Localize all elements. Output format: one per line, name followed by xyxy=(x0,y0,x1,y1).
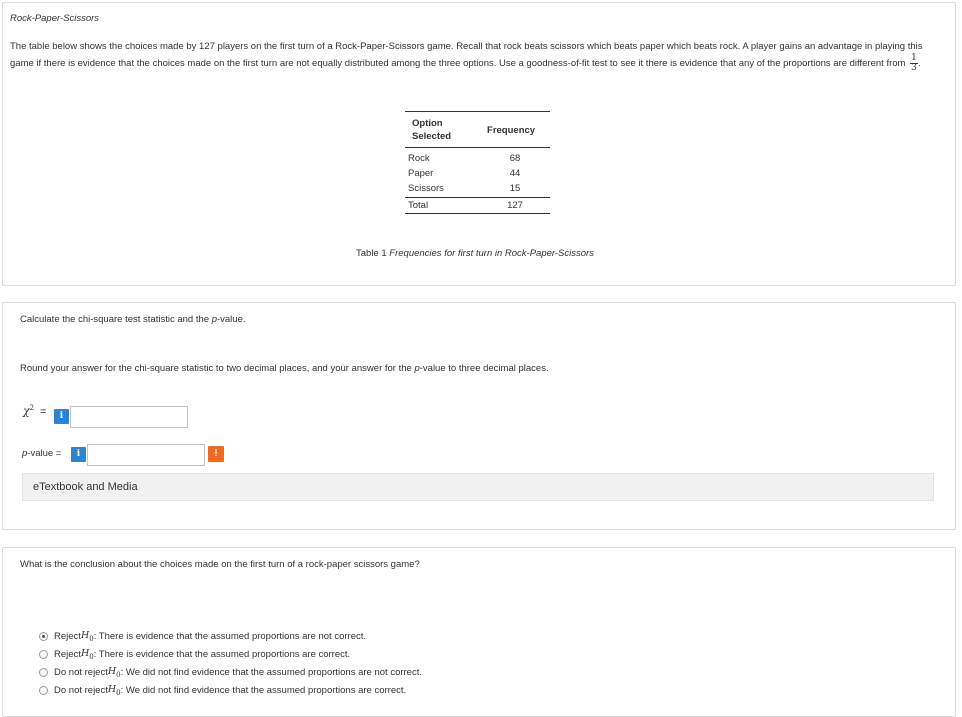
row-option: Paper xyxy=(408,167,434,179)
chi-equals: = xyxy=(40,406,47,418)
h0-letter: H xyxy=(107,684,117,695)
table-row xyxy=(405,181,550,197)
option-text: : We did not find evidence that the assumed proportions are not correct. xyxy=(120,666,422,678)
pvalue-label-text: -value = xyxy=(27,448,62,459)
header-frequency: Frequency xyxy=(476,112,550,148)
conclusion-option-3[interactable] xyxy=(39,666,422,679)
row-frequency: 15 xyxy=(509,183,521,195)
option-text: : We did not find evidence that the assumed proportions are correct. xyxy=(120,684,407,696)
pvalue-info-icon[interactable]: i xyxy=(71,447,86,462)
option-text: : There is evidence that the assumed proportions are not correct. xyxy=(93,630,367,642)
option-action: Reject xyxy=(54,630,81,642)
fraction-numerator: 1 xyxy=(911,53,917,63)
table-row xyxy=(405,165,550,181)
option-action: Do not reject xyxy=(54,684,108,696)
conclusion-option-4[interactable] xyxy=(39,684,406,697)
chi-symbol: χ xyxy=(23,404,30,418)
header-option-line2: Selected xyxy=(412,131,452,142)
conclusion-question: What is the conclusion about the choices made on the first turn of a rock-paper scissors game? xyxy=(20,559,420,570)
radio-selected[interactable] xyxy=(39,632,48,641)
pvalue-p: p xyxy=(22,448,28,459)
calc-question-post: -value. xyxy=(216,314,246,325)
conclusion-option-2[interactable] xyxy=(39,648,350,661)
h0-symbol xyxy=(81,630,94,643)
fraction-denominator: 3 xyxy=(911,63,917,73)
table-row xyxy=(405,148,550,166)
h0-sub: 0 xyxy=(116,688,121,697)
header-option xyxy=(405,112,476,148)
caption-label: Table 1 xyxy=(356,248,387,259)
row-option: Scissors xyxy=(408,183,444,195)
conclusion-option-1[interactable] xyxy=(39,630,366,643)
round-post: -value to three decimal places. xyxy=(419,363,549,374)
problem-title: Rock-Paper-Scissors xyxy=(10,13,100,24)
pvalue-label xyxy=(22,448,61,459)
pvalue-input[interactable] xyxy=(87,444,205,466)
h0-letter: H xyxy=(80,648,90,659)
h0-sub: 0 xyxy=(89,652,94,661)
chi-square-label xyxy=(23,404,34,418)
chi-info-icon[interactable]: i xyxy=(54,409,69,424)
h0-symbol xyxy=(108,666,121,679)
caption-text: Frequencies for first turn in Rock-Paper-Scissors xyxy=(389,248,594,259)
calc-question-p: p xyxy=(211,314,217,325)
option-action: Do not reject xyxy=(54,666,108,678)
round-p: p xyxy=(414,363,420,374)
total-label: Total xyxy=(405,197,476,213)
h0-sub: 0 xyxy=(89,634,94,643)
h0-letter: H xyxy=(80,630,90,641)
total-frequency: 127 xyxy=(476,197,550,213)
table-caption xyxy=(356,248,594,259)
table-total-row xyxy=(405,197,550,213)
etextbook-media-button[interactable]: eTextbook and Media xyxy=(22,473,934,501)
radio-unselected[interactable] xyxy=(39,668,48,677)
radio-unselected[interactable] xyxy=(39,686,48,695)
fraction-one-third xyxy=(910,54,918,73)
frequency-table xyxy=(405,111,550,214)
h0-letter: H xyxy=(107,666,117,677)
chi-sup: 2 xyxy=(29,404,35,412)
problem-body: The table below shows the choices made by 127 players on the first turn of a Rock-Paper-Scissors game. Recall that rock beats scissors which beats paper which beats rock. A player gains an advantage in playing this game if there is evidence that the choices made on the first turn are not equally distributed among the three options. Use a goodness-of-fit test to see it there is evidence that any of the proportions are different from xyxy=(10,41,923,70)
calc-question-pre: Calculate the chi-square test statistic and the xyxy=(20,314,212,325)
radio-unselected[interactable] xyxy=(39,650,48,659)
header-option-line1: Option xyxy=(412,118,443,129)
rounding-instruction xyxy=(20,363,549,374)
h0-symbol xyxy=(81,648,94,661)
h0-symbol xyxy=(108,684,121,697)
row-frequency: 44 xyxy=(509,167,521,179)
option-text: : There is evidence that the assumed proportions are correct. xyxy=(93,648,351,660)
h0-sub: 0 xyxy=(116,670,121,679)
warning-icon[interactable]: ! xyxy=(208,446,224,462)
option-action: Reject xyxy=(54,648,81,660)
row-frequency: 68 xyxy=(509,153,521,164)
calc-question xyxy=(20,314,246,325)
round-pre: Round your answer for the chi-square statistic to two decimal places, and your answer for the xyxy=(20,363,415,374)
row-option: Rock xyxy=(408,153,430,164)
chi-square-input[interactable] xyxy=(70,406,188,428)
problem-text: The table below shows the choices made by 127 players on the first turn of a Rock-Paper-Scissors game. Recall that rock beats scissors which beats paper which beats rock. A player gains an advantage in playing this game if there is evidence that the choices made on the first turn are not equally distributed among the three options. Use a goodness-of-fit test to see it there is evidence that any of the proportions are different from $\frac{1}{3}$ . xyxy=(10,41,923,73)
